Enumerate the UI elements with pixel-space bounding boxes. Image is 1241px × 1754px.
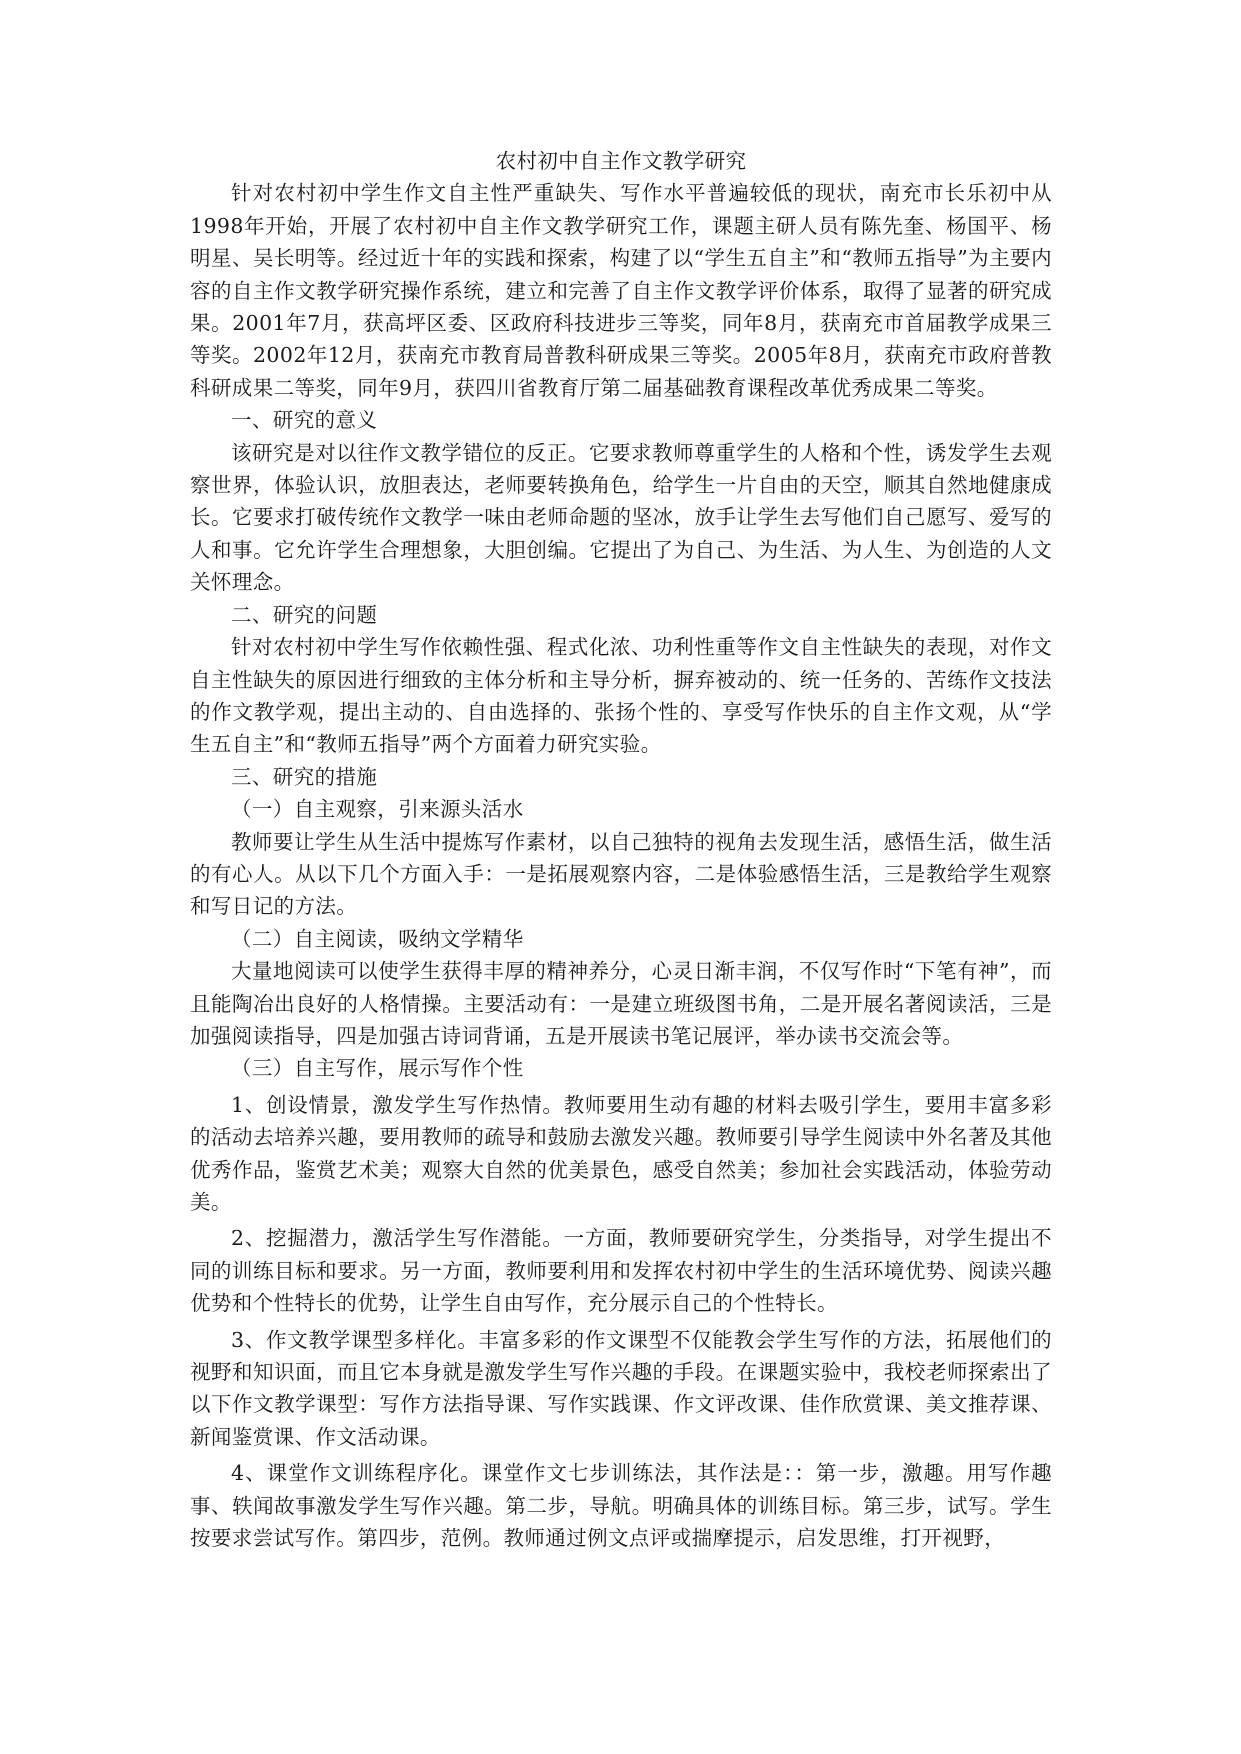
- section-heading-significance: 一、研究的意义: [231, 408, 378, 433]
- significance-paragraph: 该研究是对以往作文教学错位的反正。它要求教师尊重学生的人格和个性，诱发学生去观察世界，体验认识，放胆表达，老师要转换角色，给学生一片自由的天空，顺其自然地健康成长。它要求打破传统作文教学一味由老师命题的坚冰，放手让学生去写他们自己愿写、爱写的人和事。它允许学生合理想象，大胆创编。它提出了为自己、为生活、为人生、为创造的人文关怀理念。: [190, 440, 1052, 595]
- subheading-observation: （一）自主观察，引来源头活水: [231, 797, 524, 822]
- section-heading-problem: 二、研究的问题: [231, 602, 378, 627]
- list-item-3: 3、作文教学课型多样化。丰富多彩的作文课型不仅能教会学生写作的方法，拓展他们的视野和知识面，而且它本身就是激发学生写作兴趣的手段。在课题实验中，我校老师探索出了以下作文教学课型：写作方法指导课、写作实践课、作文评改课、佳作欣赏课、美文推荐课、新闻鉴赏课、作文活动课。: [190, 1327, 1052, 1449]
- section-heading-measures: 三、研究的措施: [231, 764, 378, 789]
- reading-paragraph: 大量地阅读可以使学生获得丰厚的精神养分，心灵日渐丰润，不仅写作时“下笔有神”，而且能陶冶出良好的人格情操。主要活动有：一是建立班级图书角，二是开展名著阅读活，三是加强阅读指导，四是加强古诗词背诵，五是开展读书笔记展评，举办读书交流会等。: [190, 959, 1052, 1048]
- problem-paragraph: 针对农村初中学生写作依赖性强、程式化浓、功利性重等作文自主性缺失的表现，对作文自主性缺失的原因进行细致的主体分析和主导分析，摒弃被动的、统一任务的、苦练作文技法的作文教学观，提出主动的、自由选择的、张扬个性的、享受写作快乐的自主作文观，从“学生五自主”和“教师五指导”两个方面着力研究实验。: [190, 635, 1052, 757]
- list-item-2: 2、挖掘潜力，激活学生写作潜能。一方面，教师要研究学生，分类指导，对学生提出不同的训练目标和要求。另一方面，教师要利用和发挥农村初中学生的生活环境优势、阅读兴趣优势和个性特长的优势，让学生自由写作，充分展示自己的个性特长。: [190, 1226, 1052, 1316]
- list-item-4: 4、课堂作文训练程序化。课堂作文七步训练法，其作法是：：第一步，激趣。用写作趣事、轶闻故事激发学生写作兴趣。第二步，导航。明确具体的训练目标。第三步，试写。学生按要求尝试写作。第四步，范例。教师通过例文点评或揣摩提示，启发思维，打开视野，: [190, 1461, 1052, 1551]
- subheading-writing: （三）自主写作，展示写作个性: [231, 1056, 524, 1081]
- subheading-reading: （二）自主阅读，吸纳文学精华: [231, 926, 524, 951]
- list-item-1: 1、创设情景，激发学生写作热情。教师要用生动有趣的材料去吸引学生，要用丰富多彩的活动去培养兴趣，要用教师的疏导和鼓励去激发兴趣。教师要引导学生阅读中外名著及其他优秀作品，鉴赏艺术美；观察大自然的优美景色，感受自然美；参加社会实践活动，体验劳动美。: [190, 1092, 1052, 1214]
- document-body: [190, 145, 1052, 1554]
- observation-paragraph: 教师要让学生从生活中提炼写作素材，以自己独特的视角去发现生活，感悟生活，做生活的有心人。从以下几个方面入手：一是拓展观察内容，二是体验感悟生活，三是教给学生观察和写日记的方法。: [190, 829, 1052, 919]
- intro-paragraph: 针对农村初中学生作文自主性严重缺失、写作水平普遍较低的现状，南充市长乐初中从1998年开始，开展了农村初中自主作文教学研究工作，课题主研人员有陈先奎、杨国平、杨明星、吴长明等。经过近十年的实践和探索，构建了以“学生五自主”和“教师五指导”为主要内容的自主作文教学研究操作系统，建立和完善了自主作文教学评价体系，取得了显著的研究成果。2001年7月，获高坪区委、区政府科技进步三等奖，同年8月，获南充市首届教学成果三等奖。2002年12月，获南充市教育局普教科研成果三等奖。2005年8月，获南充市政府普教科研成果二等奖，同年9月，获四川省教育厅第二届基础教育课程改革优秀成果二等奖。: [190, 181, 1052, 400]
- document-title: 农村初中自主作文教学研究: [495, 149, 747, 173]
